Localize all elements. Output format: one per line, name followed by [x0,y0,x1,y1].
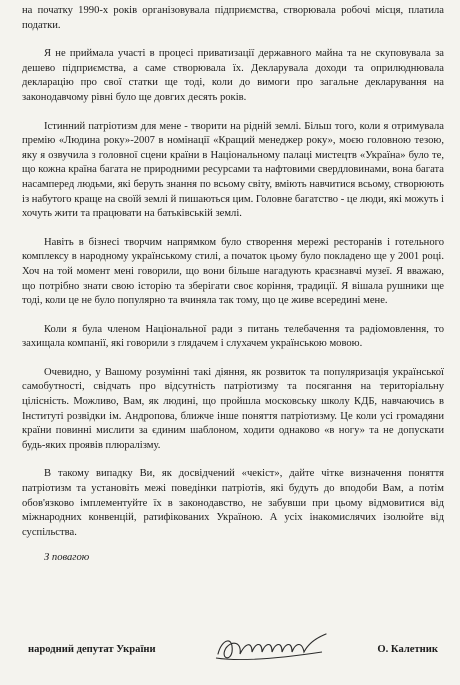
paragraph-1: на початку 1990-х років організовувала підприємства, створювала робочі місця, платила податки. [22,5,444,31]
paragraph-6: Очевидно, у Вашому розумінні такі діяння, як розвиток та популяризація української самобутності, свідчать про відсутність патріотизму та посягання на територіальну цілісність. Можливо, Вам, як людині, що пройшла московську школу КДБ, навчаючись в Інституті розвідки ім. Андропова, ближче інше поняття патріотизму. Це коли усі громадяни країни повинні мислити за єдиним шаблоном, ходити однаково «в ногу» та не допускати будь-яких проявів плюралізму. [22,366,444,451]
paragraph-7: В такому випадку Ви, як досвідчений «чекіст», дайте чітке визначення поняття патріотизм та установіть межі поведінки патріотів, які будуть до вподоби Вам, а потім обов'язково імплементуйте їх в законодавство, не забувши при цьому відмовитися від міжнародних конвенцій, ратифікованих Україною. А усіх інакомислячих ізолюйте від суспільства. [22,468,444,538]
paragraph-2: Я не приймала участі в процесі приватизації державного майна та не скуповувала за дешево підприємства, а саме створювала їх. Декларувала доходи та оприлюднювала декларацію про свої статки ще тоді, коли до вимоги про загальне декларування на законодавчому рівні було ще довгих десять років. [22,48,444,103]
paragraph-4: Навіть в бізнесі творчим напрямком було створення мережі ресторанів і готельного комплексу в народному українському стилі, а початок цьому було покладено ще у 2001 році. Хоч на той момент мені говорили, що вони більше нагадують краєзнавчі музеї. Я вважаю, що потрібно знати свою історію та зберігати своє коріння, традиції. Я вішала рушники ще тоді, коли це не було популярно та вчиняла так тому, що це живе всередині мене. [22,236,444,307]
paragraph-3: Істинний патріотизм для мене - творити на рідній землі. Більш того, коли я отримувала премію «Людина року»-2007 в номінації «Кращий менеджер року», моєю головною тезою, яку я озвучила з головної сцени країни в Національному палаці мистецтв «Україна» було те, що кожна країна багата не природними ресурсами та нафтовими свердловинами, вона багата насамперед людьми, які беруть знання по всьому світу, вміють навчитися всьому, створюють із набутого краще на своїй землі й пишаються цим. Головне багатство - це люди, які можуть і хочуть жити та працювати на батьківській землі. [22,120,444,220]
signer-name: О. Калетник [377,644,438,655]
signature-block [22,636,444,666]
handwritten-signature [212,628,332,668]
paragraph-5: Коли я була членом Національної ради з питань телебачення та радіомовлення, то захищала компанії, які говорили з глядачем і слухачем українською мовою. [22,323,444,350]
signer-title: народний депутат України [28,644,156,655]
closing-regards: З повагою [44,552,90,564]
